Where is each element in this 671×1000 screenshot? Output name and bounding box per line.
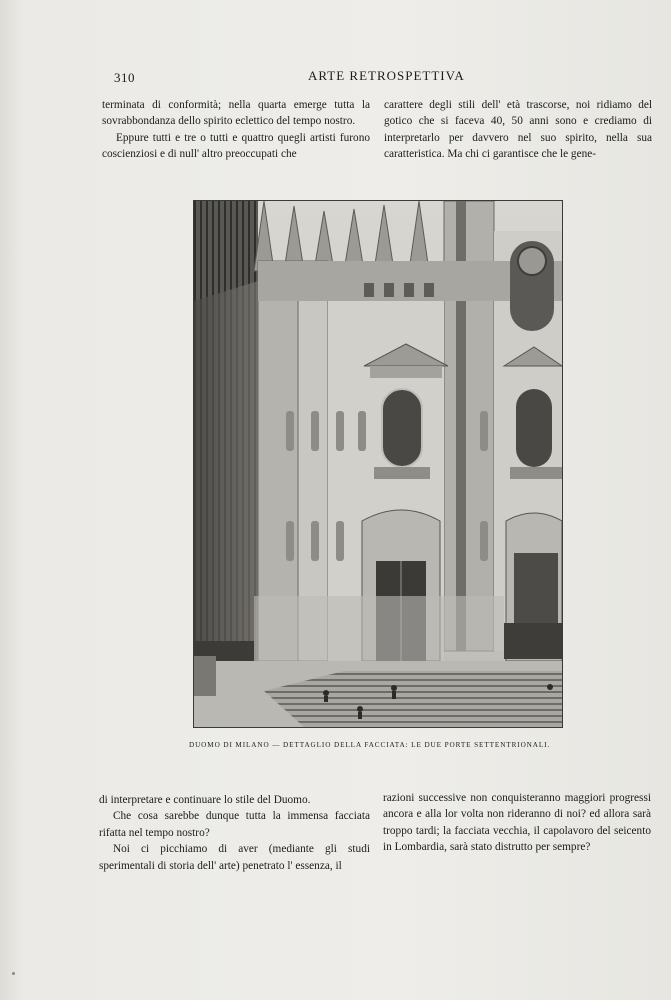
paper-speck	[12, 972, 15, 975]
paragraph: carattere degli stili dell' età trascorse, noi ridiamo del gotico che si faceva 40, 50 anni sono e crediamo di interpretarlo per davvero nel suo spirito, nella sua caratteristica. Ma chi ci garantisce che le gene-	[384, 99, 652, 161]
paragraph: terminata di conformità; nella quarta emerge tutta la sovrabbondanza dello spirito eclettico del tempo nostro.	[102, 99, 370, 128]
running-title: ARTE RETROSPETTIVA	[308, 68, 465, 83]
bottom-right-column	[383, 790, 651, 856]
top-right-column	[384, 97, 652, 163]
paragraph: razioni successive non conquisteranno maggiori progressi ancora e alla lor volta non rideranno di noi? ed allora sarà troppo tardi; la facciata vecchia, il capolavoro del seicento in Lombardia, sarà stato distrutto per sempre?	[383, 792, 651, 854]
bottom-left-column	[99, 792, 370, 874]
cathedral-photograph	[193, 200, 563, 728]
duomo-facade-image	[194, 201, 562, 727]
paragraph: Che cosa sarebbe dunque tutta la immensa facciata rifatta nel tempo nostro?	[99, 810, 370, 839]
paragraph: di interpretare e continuare lo stile del Duomo.	[99, 794, 311, 806]
paragraph: Eppure tutti e tre o tutti e quattro quegli artisti furono coscienziosi e di null' altro preoccupati che	[102, 131, 370, 161]
figure-caption: DUOMO DI MILANO — DETTAGLIO DELLA FACCIATA: LE DUE PORTE SETTENTRIONALI.	[189, 741, 551, 749]
paragraph: Noi ci picchiamo di aver (mediante gli studi sperimentali di storia dell' arte) penetrato l' essenza, il	[99, 843, 370, 872]
top-left-column	[102, 97, 370, 163]
page-number: 310	[114, 70, 135, 85]
